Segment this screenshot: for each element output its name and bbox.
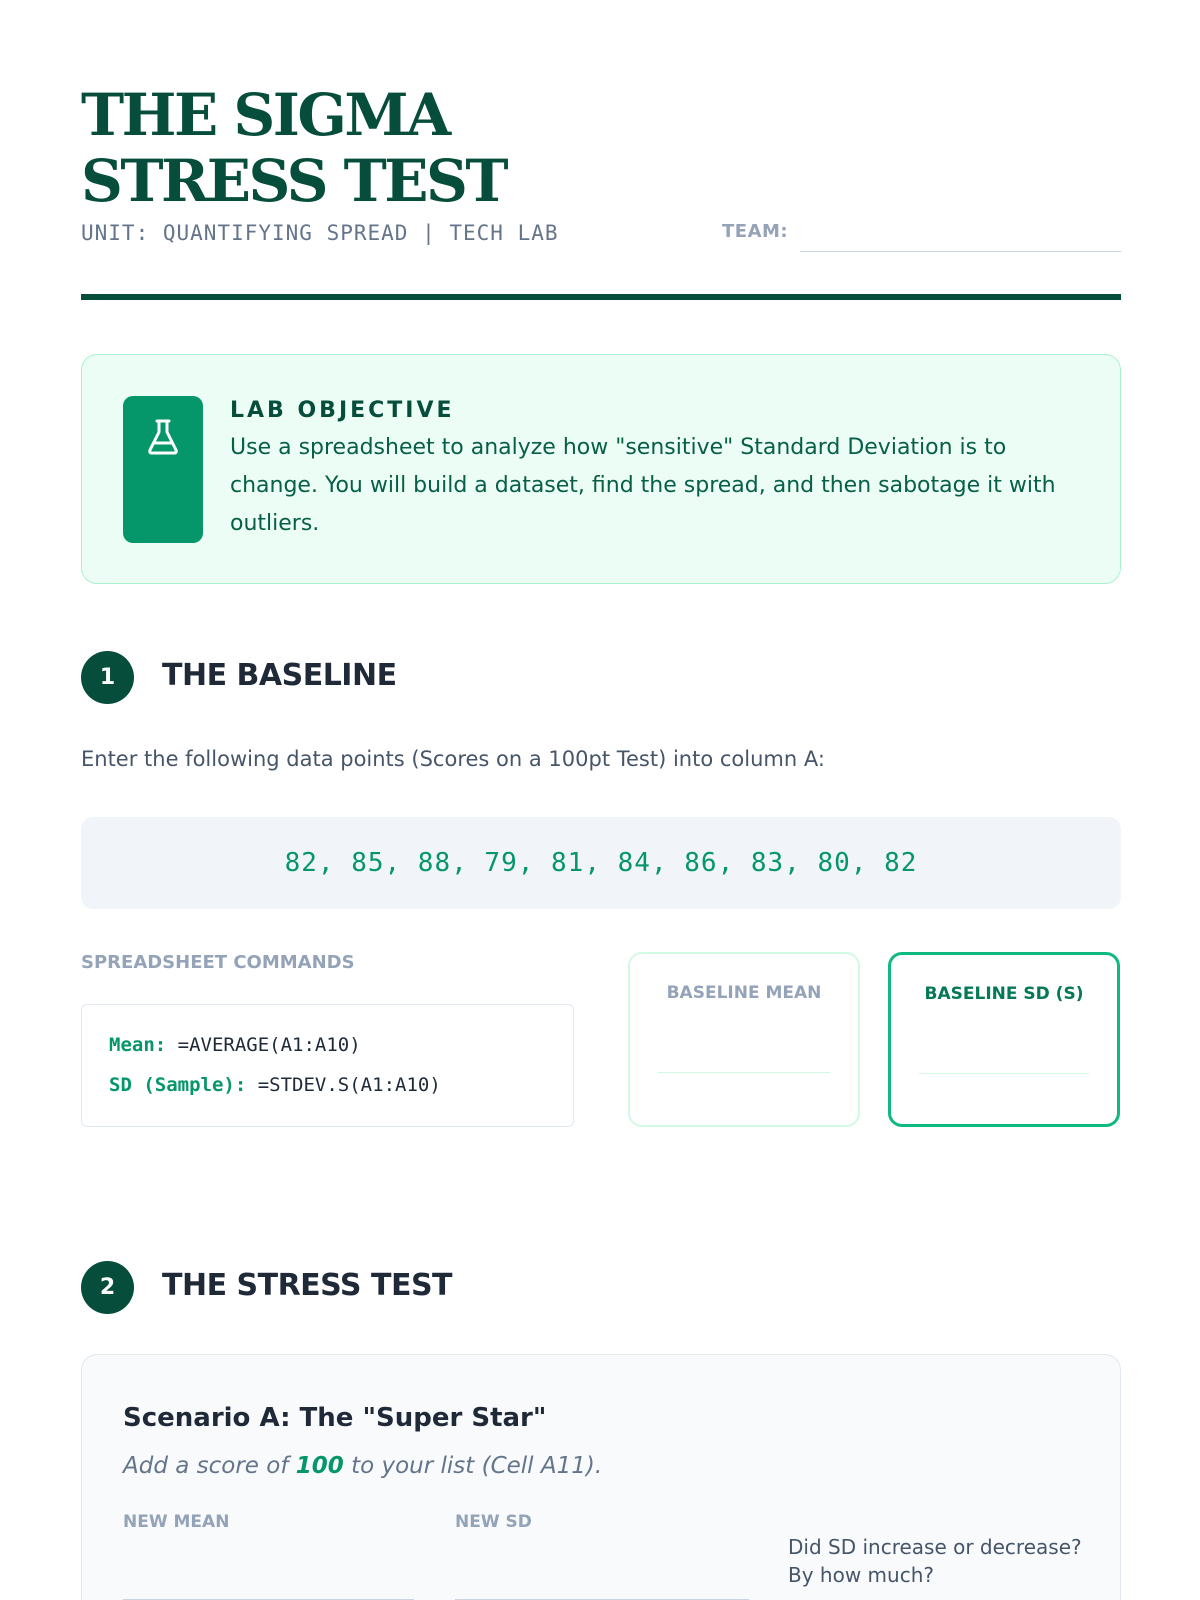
command-formula: =AVERAGE(A1:A10) — [177, 1034, 361, 1056]
team-name-field[interactable] — [800, 251, 1121, 252]
scenario-question: Did SD increase or decrease? By how much? — [788, 1535, 1082, 1587]
baseline-sd-answer-field[interactable] — [919, 1073, 1089, 1074]
baseline-mean-answer-field[interactable] — [658, 1072, 830, 1073]
lab-objective-panel — [81, 354, 1121, 584]
command-key: SD (Sample): — [109, 1074, 247, 1096]
flask-icon-tile — [123, 396, 203, 543]
baseline-sd-card — [888, 952, 1120, 1127]
data-points-box: 82, 85, 88, 79, 81, 84, 86, 83, 80, 82 — [81, 817, 1121, 909]
scenario-added-value: 100 — [295, 1453, 344, 1479]
command-line-mean — [109, 1034, 361, 1056]
scenario-title: Scenario A: The "Super Star" — [123, 1403, 547, 1433]
step-number-badge: 1 — [81, 651, 134, 704]
step-number-badge: 2 — [81, 1261, 134, 1314]
section-title-baseline: THE BASELINE — [162, 658, 397, 693]
commands-label: SPREADSHEET COMMANDS — [81, 952, 355, 973]
unit-subtitle: UNIT: QUANTIFYING SPREAD | TECH LAB — [81, 221, 559, 245]
scenario-desc-text: to your list (Cell A11). — [343, 1453, 603, 1479]
page-title: THE SIGMA STRESS TEST — [81, 81, 507, 215]
command-formula: =STDEV.S(A1:A10) — [257, 1074, 441, 1096]
scenario-card — [81, 1354, 1121, 1600]
command-key: Mean: — [109, 1034, 167, 1056]
header-divider — [81, 294, 1121, 300]
commands-box — [81, 1004, 574, 1127]
baseline-sd-label: BASELINE SD (S) — [924, 984, 1084, 1004]
baseline-mean-card — [628, 952, 860, 1127]
baseline-mean-label: BASELINE MEAN — [666, 983, 822, 1003]
new-sd-label: NEW SD — [455, 1512, 532, 1532]
scenario-description — [123, 1453, 602, 1479]
scenario-desc-text: Add a score of — [123, 1453, 296, 1479]
flask-icon — [147, 417, 179, 457]
command-line-sd — [109, 1074, 441, 1096]
objective-text: Use a spreadsheet to analyze how "sensitive" Standard Deviation is to change. You will build a dataset, find the spread, and then sabotage it with outliers. — [230, 435, 1056, 536]
baseline-instruction: Enter the following data points (Scores on a 100pt Test) into column A: — [81, 747, 825, 771]
worksheet-page — [81, 0, 1121, 1600]
section-title-stress-test: THE STRESS TEST — [162, 1268, 453, 1303]
team-label: TEAM: — [722, 221, 789, 242]
objective-heading: LAB OBJECTIVE — [230, 398, 455, 423]
new-mean-label: NEW MEAN — [123, 1512, 230, 1532]
